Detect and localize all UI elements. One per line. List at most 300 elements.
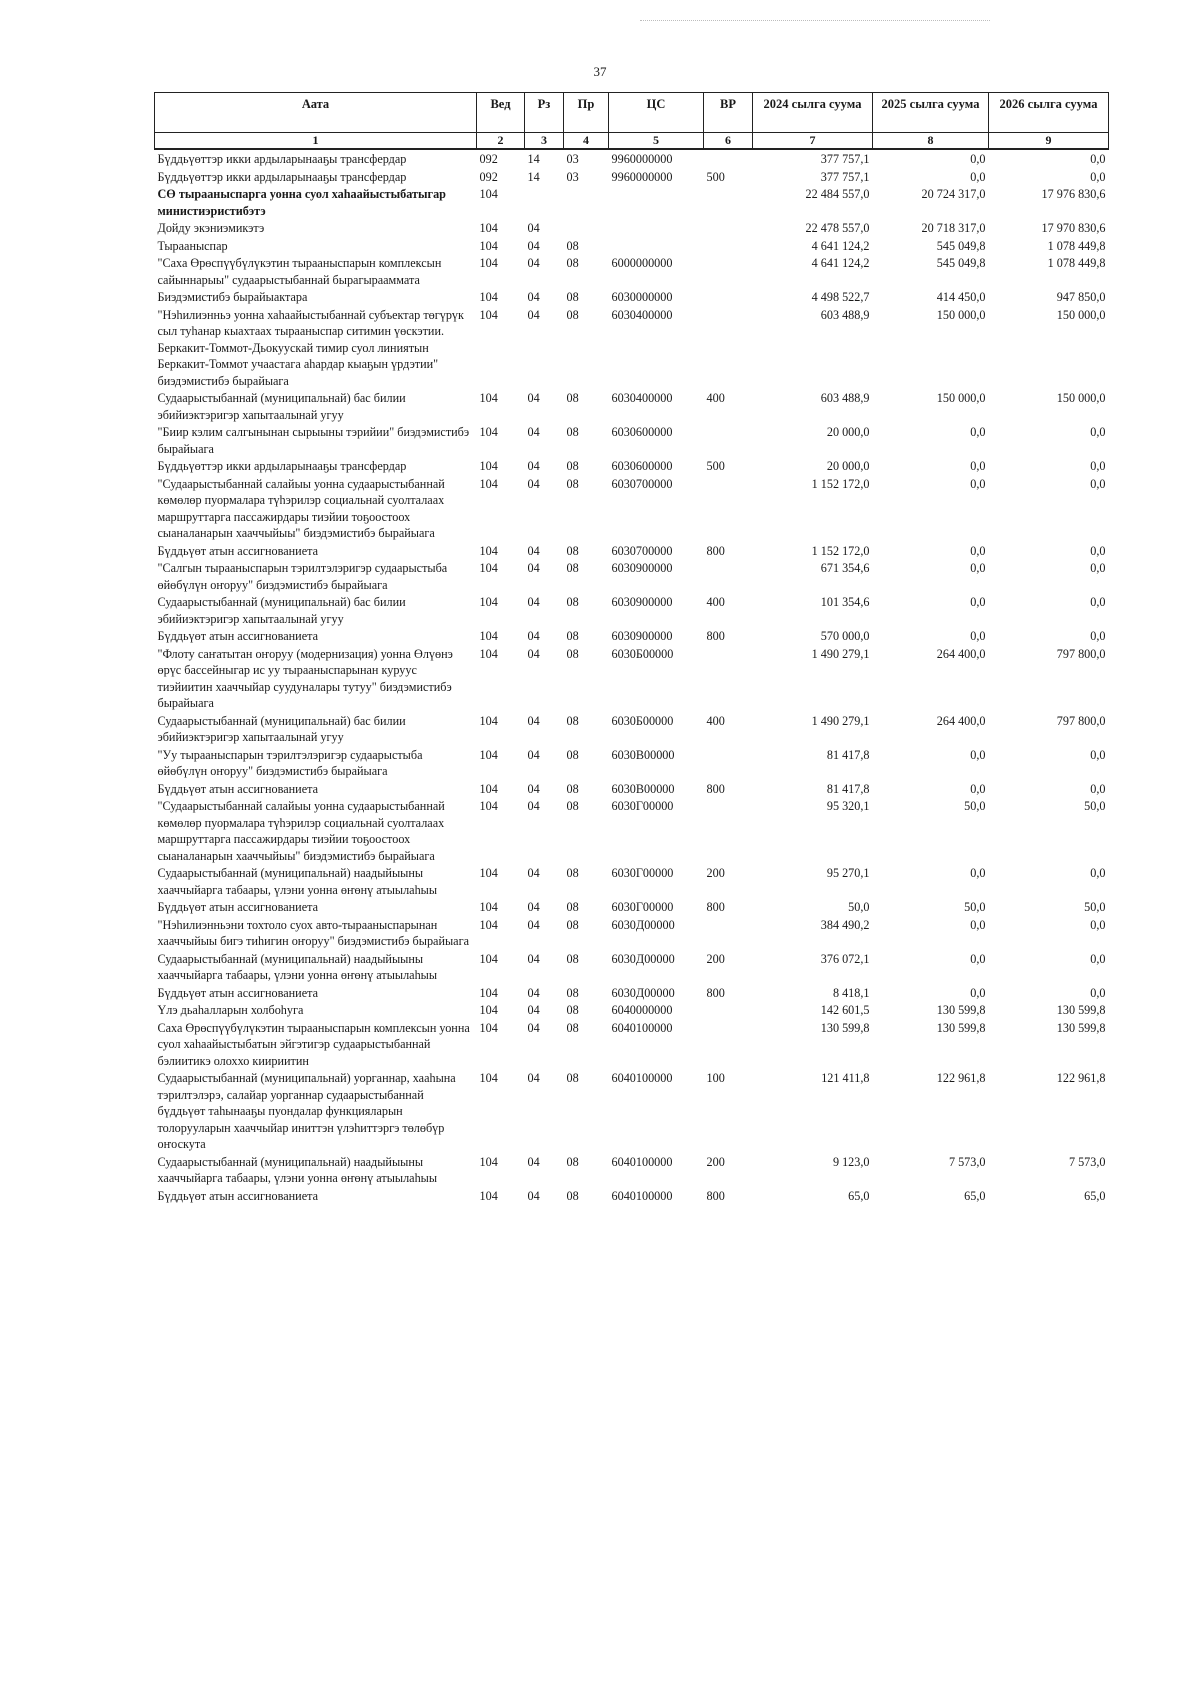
row-name: Бүддьүөттэр икки ардыларынааҕы трансфердар bbox=[157, 169, 407, 184]
table-row bbox=[155, 1001, 1109, 1019]
cell-vr: 800 bbox=[706, 781, 725, 796]
cell-vr: 400 bbox=[706, 391, 725, 405]
cell-ved: 104 bbox=[479, 1154, 498, 1169]
cell-2026: 0,0 bbox=[1090, 152, 1106, 166]
cell-vr bbox=[704, 254, 753, 288]
cell-rz: 04 bbox=[527, 781, 540, 796]
cell-2025: 0,0 bbox=[970, 543, 986, 558]
cell-2025: 545 049,8 bbox=[936, 256, 986, 270]
cell-2025: 7 573,0 bbox=[948, 1154, 986, 1169]
cell-pr: 08 bbox=[566, 307, 579, 322]
cell-2026: 50,0 bbox=[1084, 900, 1106, 914]
cell-ved: 104 bbox=[479, 866, 498, 880]
cell-vr: 800 bbox=[706, 629, 725, 643]
table-row bbox=[155, 593, 1109, 627]
cell-rz: 04 bbox=[527, 543, 540, 558]
cell-pr: 08 bbox=[566, 985, 579, 1000]
cell-2024: 121 411,8 bbox=[821, 1071, 870, 1085]
cell-vr bbox=[704, 559, 753, 593]
cell-ved: 104 bbox=[479, 425, 498, 439]
cell-rz: 04 bbox=[527, 307, 540, 322]
row-name: Бүддьүөт атын ассигнованиета bbox=[157, 900, 318, 914]
cell-pr: 08 bbox=[566, 917, 579, 932]
cell-pr: 08 bbox=[566, 476, 579, 491]
cell-ved: 104 bbox=[479, 1188, 498, 1203]
cell-2026: 0,0 bbox=[1090, 917, 1106, 932]
cell-2026: 122 961,8 bbox=[1056, 1071, 1106, 1085]
table-row bbox=[155, 542, 1109, 560]
cell-2025: 50,0 bbox=[964, 799, 986, 813]
header-2025: 2025 сылга суума bbox=[873, 93, 989, 133]
cell-vr bbox=[704, 306, 753, 390]
cell-2024: 95 270,1 bbox=[826, 866, 870, 880]
row-name: Бүддьүөт атын ассигнованиета bbox=[157, 1188, 318, 1203]
cell-vr bbox=[704, 475, 753, 542]
cell-2024: 22 478 557,0 bbox=[805, 221, 870, 235]
cell-2025: 150 000,0 bbox=[936, 307, 986, 322]
cell-vr bbox=[704, 219, 753, 237]
table-row bbox=[155, 1019, 1109, 1070]
cell-2026: 0,0 bbox=[1090, 595, 1106, 609]
table-row bbox=[155, 898, 1109, 916]
cell-pr: 08 bbox=[566, 1003, 579, 1017]
cell-2024: 1 490 279,1 bbox=[811, 646, 870, 661]
cell-2026: 130 599,8 bbox=[1056, 1003, 1106, 1017]
cell-vr: 800 bbox=[706, 543, 725, 558]
col-number: 3 bbox=[525, 133, 564, 150]
cell-ved: 104 bbox=[479, 747, 498, 762]
col-number: 2 bbox=[477, 133, 525, 150]
cell-ved: 104 bbox=[479, 290, 498, 304]
cell-cs: 6030Д00000 bbox=[611, 951, 675, 966]
row-name: "Нэһилиэнньэ уонна хаһаайыстыбаннай субъектар төгүрүк сыл туһанар кыахтаах тырааныспар ситимин үөскэтии. Беркакит-Томмот-Дьокуускай тимир суол линиятын Беркакит-Томмот учаастага аһардар кыаҕын үрдэтии" биэдэмистибэ бырайыага bbox=[157, 307, 464, 388]
row-name: Тырааныспар bbox=[157, 238, 228, 253]
cell-cs: 6030900000 bbox=[611, 629, 673, 643]
cell-cs: 6030Г00000 bbox=[611, 799, 674, 813]
cell-vr: 100 bbox=[706, 1071, 725, 1085]
cell-rz: 14 bbox=[527, 152, 540, 166]
cell-pr: 08 bbox=[566, 866, 579, 880]
table-row bbox=[155, 475, 1109, 542]
row-name: Биэдэмистибэ бырайыактара bbox=[157, 290, 308, 304]
row-name: "Нэһилиэнньэни тохтоло суох авто-тырааныспарынан хааччыйыы бигэ тиһигин оҥоруу" биэдэмистибэ бырайыага bbox=[157, 917, 469, 948]
table-row bbox=[155, 559, 1109, 593]
cell-2026: 0,0 bbox=[1090, 951, 1106, 966]
cell-2026: 0,0 bbox=[1090, 747, 1106, 762]
cell-2025: 264 400,0 bbox=[936, 713, 986, 728]
cell-ved: 104 bbox=[479, 459, 498, 473]
cell-pr: 08 bbox=[566, 1154, 579, 1169]
table-row bbox=[155, 288, 1109, 306]
cell-ved: 104 bbox=[479, 799, 498, 813]
cell-2025: 0,0 bbox=[970, 169, 986, 184]
cell-rz: 04 bbox=[527, 561, 540, 575]
row-name: "Судаарыстыбаннай салайыы уонна судаарыстыбаннай көмөлөр пуормалара түһэрилэр социальнай суолталаах маршруттарга пассажирдары тиэйии тоҕоостоох сыаналанарын хааччыйыы" биэдэмистибэ бырайыага bbox=[157, 476, 445, 540]
cell-pr: 08 bbox=[566, 900, 579, 914]
cell-rz: 04 bbox=[527, 391, 540, 405]
table-row bbox=[155, 389, 1109, 423]
cell-2025: 264 400,0 bbox=[936, 646, 986, 661]
cell-vr: 200 bbox=[706, 1154, 725, 1169]
col-number: 4 bbox=[564, 133, 609, 150]
cell-pr: 08 bbox=[566, 1020, 579, 1035]
cell-pr: 08 bbox=[566, 1188, 579, 1203]
cell-2026: 0,0 bbox=[1090, 459, 1106, 473]
cell-cs bbox=[609, 219, 704, 237]
cell-pr: 08 bbox=[566, 425, 579, 439]
cell-2025: 0,0 bbox=[970, 459, 986, 473]
cell-2026: 947 850,0 bbox=[1056, 290, 1106, 304]
cell-2026: 0,0 bbox=[1090, 476, 1106, 491]
cell-rz: 04 bbox=[527, 595, 540, 609]
cell-cs: 6030Д00000 bbox=[611, 917, 675, 932]
cell-2026: 1 078 449,8 bbox=[1047, 238, 1106, 253]
cell-pr: 08 bbox=[566, 1071, 579, 1085]
cell-2024: 4 641 124,2 bbox=[811, 238, 870, 253]
cell-pr: 08 bbox=[566, 391, 579, 405]
cell-vr: 400 bbox=[706, 595, 725, 609]
cell-vr bbox=[704, 1019, 753, 1070]
cell-2025: 0,0 bbox=[970, 595, 986, 609]
cell-cs: 6040000000 bbox=[611, 1003, 673, 1017]
cell-2025: 0,0 bbox=[970, 629, 986, 643]
cell-ved: 104 bbox=[479, 543, 498, 558]
cell-2026: 17 970 830,6 bbox=[1041, 221, 1106, 235]
cell-ved: 104 bbox=[479, 1020, 498, 1035]
cell-rz: 04 bbox=[527, 221, 540, 235]
cell-pr: 08 bbox=[566, 290, 579, 304]
cell-vr bbox=[704, 288, 753, 306]
cell-ved: 104 bbox=[479, 187, 498, 201]
cell-2025: 0,0 bbox=[970, 917, 986, 932]
header-aata: Аата bbox=[155, 93, 477, 133]
cell-ved: 104 bbox=[479, 391, 498, 405]
row-name: Бүддьүөт атын ассигнованиета bbox=[157, 985, 318, 1000]
cell-pr: 03 bbox=[566, 169, 579, 184]
header-pr: Пр bbox=[564, 93, 609, 133]
col-number: 7 bbox=[753, 133, 873, 150]
cell-2025: 0,0 bbox=[970, 152, 986, 166]
cell-2025: 545 049,8 bbox=[936, 238, 986, 253]
cell-2024: 603 488,9 bbox=[820, 391, 870, 405]
cell-2024: 1 152 172,0 bbox=[811, 543, 870, 558]
cell-2024: 22 484 557,0 bbox=[805, 187, 870, 201]
table-row bbox=[155, 797, 1109, 864]
cell-2024: 603 488,9 bbox=[820, 307, 870, 322]
cell-rz: 04 bbox=[527, 238, 540, 253]
cell-vr bbox=[704, 149, 753, 168]
cell-pr: 08 bbox=[566, 561, 579, 575]
cell-cs: 6040100000 bbox=[611, 1020, 673, 1035]
cell-rz: 04 bbox=[527, 799, 540, 813]
cell-2025: 150 000,0 bbox=[936, 391, 986, 405]
cell-cs: 6030В00000 bbox=[611, 781, 675, 796]
cell-vr bbox=[704, 185, 753, 219]
cell-vr: 200 bbox=[706, 951, 725, 966]
cell-rz: 04 bbox=[527, 646, 540, 661]
cell-2025: 0,0 bbox=[970, 951, 986, 966]
cell-ved: 104 bbox=[479, 985, 498, 1000]
cell-vr: 400 bbox=[706, 713, 725, 728]
row-name: Судаарыстыбаннай (муниципальнай) наадыйыыны хааччыйарга табаары, үлэни уонна өҥөнү атыылаһыы bbox=[157, 1154, 438, 1185]
cell-cs bbox=[609, 237, 704, 255]
cell-pr: 03 bbox=[566, 152, 579, 166]
cell-pr: 08 bbox=[566, 459, 579, 473]
cell-rz: 04 bbox=[527, 1071, 540, 1085]
cell-vr: 200 bbox=[706, 866, 725, 880]
cell-2024: 376 072,1 bbox=[820, 951, 870, 966]
cell-cs: 6030900000 bbox=[611, 595, 673, 609]
cell-ved: 104 bbox=[479, 561, 498, 575]
cell-pr: 08 bbox=[566, 238, 579, 253]
cell-2026: 797 800,0 bbox=[1056, 713, 1106, 728]
table-row bbox=[155, 149, 1109, 168]
cell-rz: 04 bbox=[527, 1154, 540, 1169]
cell-rz: 04 bbox=[527, 425, 540, 439]
cell-2024: 81 417,8 bbox=[826, 747, 870, 762]
cell-cs: 6030700000 bbox=[611, 476, 673, 491]
cell-2026: 0,0 bbox=[1090, 781, 1106, 796]
cell-2024: 4 498 522,7 bbox=[811, 290, 870, 304]
cell-vr bbox=[704, 797, 753, 864]
table-row bbox=[155, 864, 1109, 898]
cell-2025: 50,0 bbox=[964, 900, 986, 914]
cell-cs: 6030Б00000 bbox=[611, 713, 674, 728]
cell-rz: 04 bbox=[527, 1188, 540, 1203]
cell-ved: 104 bbox=[479, 221, 498, 235]
cell-vr: 800 bbox=[706, 900, 725, 914]
cell-rz: 04 bbox=[527, 951, 540, 966]
cell-rz: 04 bbox=[527, 459, 540, 473]
cell-2025: 130 599,8 bbox=[936, 1003, 986, 1017]
table-row bbox=[155, 457, 1109, 475]
cell-rz: 04 bbox=[527, 629, 540, 643]
cell-cs: 6030В00000 bbox=[611, 747, 675, 762]
cell-ved: 104 bbox=[479, 629, 498, 643]
row-name: Судаарыстыбаннай (муниципальнай) бас билии эбийиэктэригэр хапытаалынай угуу bbox=[157, 391, 406, 422]
cell-2025: 0,0 bbox=[970, 781, 986, 796]
cell-cs bbox=[609, 185, 704, 219]
row-name: "Саха Өрөспүүбүлүкэтин тырааныспарын комплексын сайыннарыы" судаарыстыбаннай бырагырааммата bbox=[157, 256, 442, 287]
column-number-row bbox=[155, 133, 1109, 150]
cell-rz: 04 bbox=[527, 900, 540, 914]
cell-cs: 6030400000 bbox=[611, 391, 673, 405]
cell-pr: 08 bbox=[566, 543, 579, 558]
cell-2026: 797 800,0 bbox=[1056, 646, 1106, 661]
cell-pr: 08 bbox=[566, 646, 579, 661]
header-cs: ЦС bbox=[609, 93, 704, 133]
cell-2024: 377 757,1 bbox=[820, 152, 870, 166]
cell-2026: 17 976 830,6 bbox=[1041, 187, 1106, 201]
cell-cs: 9960000000 bbox=[611, 152, 673, 166]
cell-2024: 65,0 bbox=[848, 1188, 870, 1203]
table-row bbox=[155, 627, 1109, 645]
table-row bbox=[155, 237, 1109, 255]
cell-cs: 6030400000 bbox=[611, 307, 673, 322]
cell-2025: 65,0 bbox=[964, 1188, 986, 1203]
table-row bbox=[155, 168, 1109, 186]
cell-rz: 04 bbox=[527, 747, 540, 762]
cell-2024: 50,0 bbox=[848, 900, 870, 914]
cell-2025: 130 599,8 bbox=[936, 1020, 986, 1035]
cell-cs: 6030900000 bbox=[611, 561, 673, 575]
table-body bbox=[155, 149, 1109, 1204]
cell-2025: 0,0 bbox=[970, 425, 986, 439]
cell-2025: 0,0 bbox=[970, 866, 986, 880]
cell-cs: 6040100000 bbox=[611, 1154, 673, 1169]
cell-2025: 20 718 317,0 bbox=[921, 221, 986, 235]
cell-2024: 20 000,0 bbox=[826, 425, 870, 439]
cell-2025: 0,0 bbox=[970, 985, 986, 1000]
cell-rz: 04 bbox=[527, 476, 540, 491]
cell-vr: 800 bbox=[706, 1188, 725, 1203]
row-name: Дойду экэниэмикэтэ bbox=[157, 221, 265, 235]
cell-2026: 65,0 bbox=[1084, 1188, 1106, 1203]
cell-rz: 04 bbox=[527, 256, 540, 270]
table-row bbox=[155, 219, 1109, 237]
cell-vr bbox=[704, 916, 753, 950]
cell-2024: 671 354,6 bbox=[820, 561, 870, 575]
col-number: 8 bbox=[873, 133, 989, 150]
cell-2026: 50,0 bbox=[1084, 799, 1106, 813]
table-row bbox=[155, 712, 1109, 746]
cell-vr bbox=[704, 746, 753, 780]
cell-vr: 800 bbox=[706, 985, 725, 1000]
cell-ved: 104 bbox=[479, 1071, 498, 1085]
table-row bbox=[155, 645, 1109, 712]
cell-cs: 6030Б00000 bbox=[611, 646, 674, 661]
row-name: "Уу тырааныспарын тэрилтэлэригэр судаарыстыба өйөбүлүн оҥоруу" биэдэмистибэ бырайыага bbox=[157, 747, 423, 778]
cell-2025: 122 961,8 bbox=[936, 1071, 986, 1085]
cell-ved: 104 bbox=[479, 476, 498, 491]
cell-2025: 0,0 bbox=[970, 476, 986, 491]
cell-pr: 08 bbox=[566, 256, 579, 270]
cell-2026: 130 599,8 bbox=[1056, 1020, 1106, 1035]
cell-2024: 9 123,0 bbox=[832, 1154, 870, 1169]
cell-ved: 104 bbox=[479, 256, 498, 270]
row-name: Судаарыстыбаннай (муниципальнай) бас билии эбийиэктэригэр хапытаалынай угуу bbox=[157, 595, 406, 626]
cell-ved: 104 bbox=[479, 900, 498, 914]
cell-2024: 1 490 279,1 bbox=[811, 713, 870, 728]
row-name: Бүддьүөт атын ассигнованиета bbox=[157, 543, 318, 558]
cell-2024: 570 000,0 bbox=[820, 629, 870, 643]
cell-2024: 384 490,2 bbox=[820, 917, 870, 932]
cell-vr bbox=[704, 1001, 753, 1019]
table-row bbox=[155, 423, 1109, 457]
header-ved: Вед bbox=[477, 93, 525, 133]
col-number: 1 bbox=[155, 133, 477, 150]
header-vr: ВР bbox=[704, 93, 753, 133]
cell-ved: 104 bbox=[479, 713, 498, 728]
cell-rz: 04 bbox=[527, 985, 540, 1000]
row-name: Бүддьүөттэр икки ардыларынааҕы трансфердар bbox=[157, 459, 407, 473]
cell-cs: 6040100000 bbox=[611, 1188, 673, 1203]
cell-pr bbox=[564, 219, 609, 237]
row-name: Саха Өрөспүүбүлүкэтин тырааныспарын комплексын уонна суол хаһаайыстыбатын эйгэтигэр судаарыстыбаннай бэлиитикэ олоххо киириитин bbox=[157, 1020, 470, 1068]
header-rz: Рз bbox=[525, 93, 564, 133]
cell-cs: 6030700000 bbox=[611, 543, 673, 558]
row-name: "Флоту саҥатытан оҥоруу (модернизация) уонна Өлүөнэ өрүс бассейныгар ис уу тырааныспарынан куруус тиэйиитин хааччыйар суудуналары тутуу" биэдэмистибэ бырайыага bbox=[157, 646, 453, 710]
cell-rz: 04 bbox=[527, 290, 540, 304]
cell-cs: 6030000000 bbox=[611, 290, 673, 304]
cell-vr: 500 bbox=[706, 459, 725, 473]
col-number: 6 bbox=[704, 133, 753, 150]
cell-pr: 08 bbox=[566, 781, 579, 796]
row-name: "Биир кэлим салгынынан сырыыны тэрийии" биэдэмистибэ бырайыага bbox=[157, 425, 470, 456]
cell-ved: 104 bbox=[479, 917, 498, 932]
row-name: СӨ тырааныспарга уонна суол хаһаайыстыбатыгар министиэристибэтэ bbox=[157, 187, 446, 218]
cell-2024: 101 354,6 bbox=[820, 595, 870, 609]
row-name: Бүддьүөттэр икки ардыларынааҕы трансфердар bbox=[157, 152, 407, 166]
cell-cs: 6030Д00000 bbox=[611, 985, 675, 1000]
cell-vr bbox=[704, 423, 753, 457]
cell-2026: 0,0 bbox=[1090, 425, 1106, 439]
cell-pr: 08 bbox=[566, 595, 579, 609]
cell-2025: 0,0 bbox=[970, 747, 986, 762]
cell-ved: 104 bbox=[479, 781, 498, 796]
cell-2024: 4 641 124,2 bbox=[811, 256, 870, 270]
row-name: Судаарыстыбаннай (муниципальнай) наадыйыыны хааччыйарга табаары, үлэни уонна өҥөнү атыылаһыы bbox=[157, 866, 438, 897]
row-name: Бүддьүөт атын ассигнованиета bbox=[157, 629, 318, 643]
cell-ved: 104 bbox=[479, 595, 498, 609]
table-row bbox=[155, 254, 1109, 288]
cell-2024: 81 417,8 bbox=[826, 781, 870, 796]
table-row bbox=[155, 916, 1109, 950]
cell-2026: 0,0 bbox=[1090, 866, 1106, 880]
cell-pr: 08 bbox=[566, 951, 579, 966]
header-row bbox=[155, 93, 1109, 133]
cell-2026: 0,0 bbox=[1090, 561, 1106, 575]
cell-2024: 8 418,1 bbox=[832, 985, 870, 1000]
cell-ved: 104 bbox=[479, 307, 498, 322]
cell-ved: 104 bbox=[479, 1003, 498, 1017]
table-row bbox=[155, 306, 1109, 390]
cell-2026: 1 078 449,8 bbox=[1047, 256, 1106, 270]
col-number: 5 bbox=[609, 133, 704, 150]
cell-pr: 08 bbox=[566, 629, 579, 643]
cell-ved: 092 bbox=[479, 169, 498, 184]
cell-cs: 9960000000 bbox=[611, 169, 673, 184]
cell-2026: 0,0 bbox=[1090, 629, 1106, 643]
cell-2024: 377 757,1 bbox=[820, 169, 870, 184]
cell-vr bbox=[704, 645, 753, 712]
cell-2026: 150 000,0 bbox=[1056, 307, 1106, 322]
cell-vr: 500 bbox=[706, 169, 725, 184]
row-name: Үлэ дьаһалларын холбоһуга bbox=[157, 1003, 304, 1017]
cell-2024: 20 000,0 bbox=[826, 459, 870, 473]
cell-pr bbox=[564, 185, 609, 219]
table-row bbox=[155, 185, 1109, 219]
cell-2026: 150 000,0 bbox=[1056, 391, 1106, 405]
cell-2025: 414 450,0 bbox=[936, 290, 986, 304]
cell-2024: 142 601,5 bbox=[820, 1003, 870, 1017]
cell-pr: 08 bbox=[566, 747, 579, 762]
table-row bbox=[155, 950, 1109, 984]
cell-cs: 6040100000 bbox=[611, 1071, 673, 1085]
cell-cs: 6000000000 bbox=[611, 256, 673, 270]
table-row bbox=[155, 1069, 1109, 1153]
cell-2025: 0,0 bbox=[970, 561, 986, 575]
row-name: Судаарыстыбаннай (муниципальнай) уорганнар, хааһына тэрилтэлэрэ, салайар уорганнар судаарыстыбаннай бүддьүөт таһынааҕы пуондалар функцияларын толорууларын хааччыйар иниттэн үлэһиттэргэ төлөбүр оҥоскута bbox=[157, 1071, 456, 1151]
cell-2024: 1 152 172,0 bbox=[811, 476, 870, 491]
cell-cs: 6030600000 bbox=[611, 425, 673, 439]
row-name: "Салгын тырааныспарын тэрилтэлэригэр судаарыстыба өйөбүлүн оҥоруу" биэдэмистибэ бырайыага bbox=[157, 561, 448, 592]
cell-2026: 7 573,0 bbox=[1068, 1154, 1106, 1169]
cell-pr: 08 bbox=[566, 799, 579, 813]
cell-rz: 04 bbox=[527, 1003, 540, 1017]
page-number: 37 bbox=[593, 64, 607, 79]
table-row bbox=[155, 984, 1109, 1002]
